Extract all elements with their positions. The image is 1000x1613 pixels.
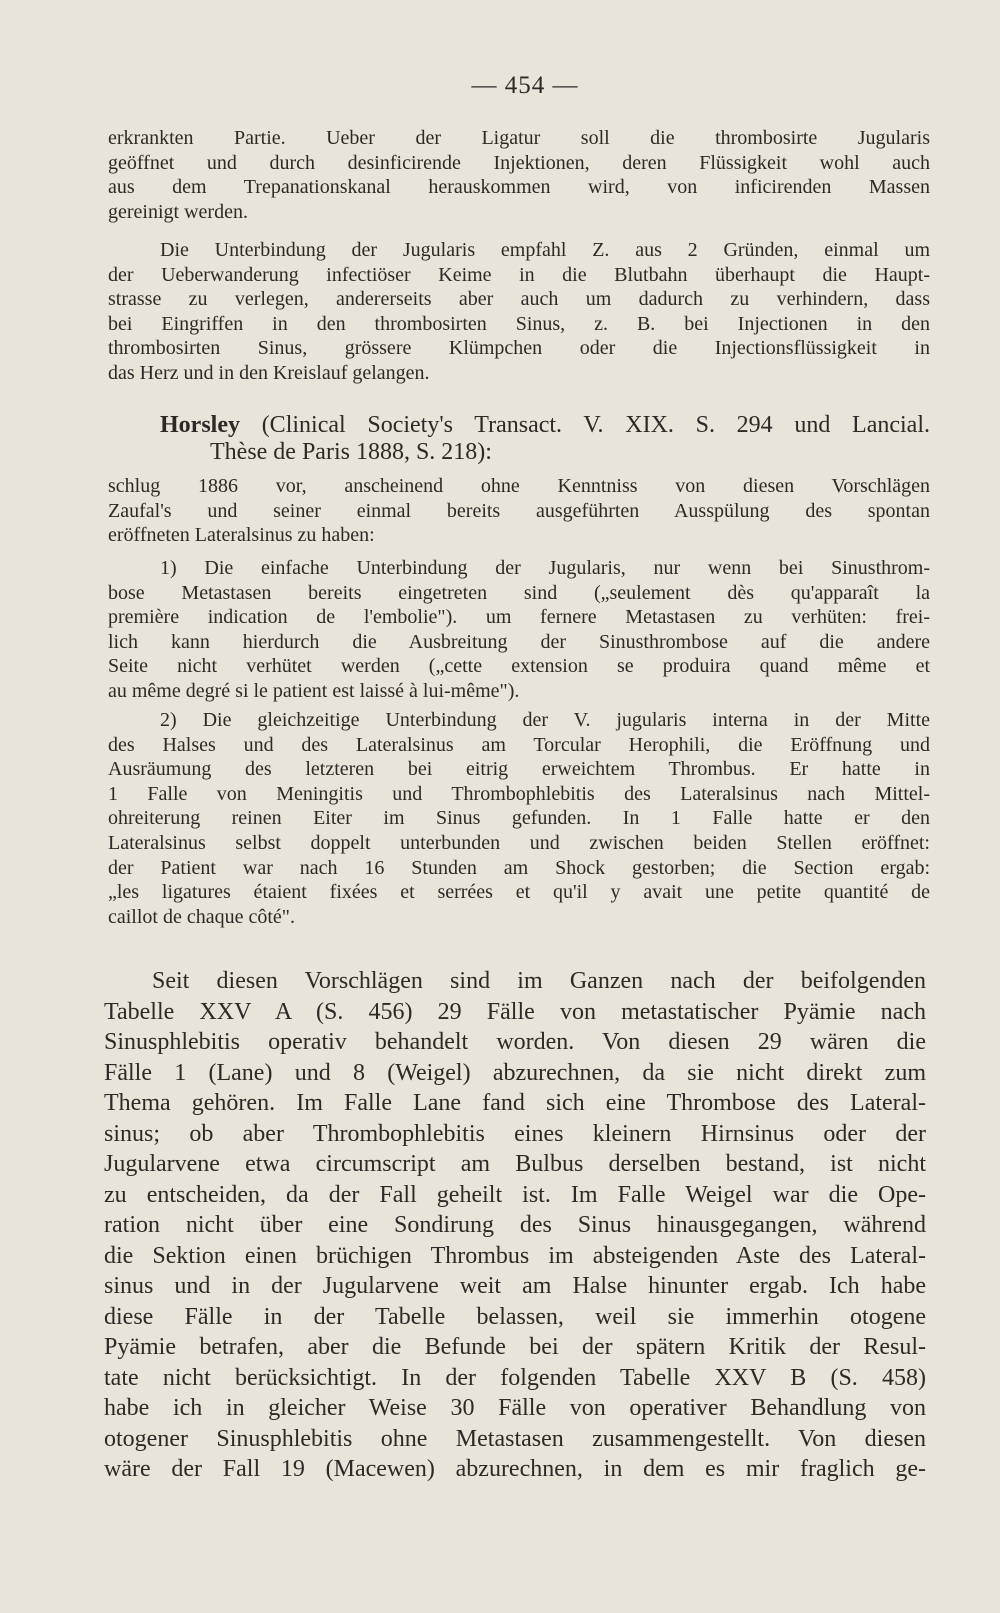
text-line: caillot de chaque côté". xyxy=(108,905,295,928)
text-line: die Sektion einen brüchigen Thrombus im absteigenden Aste des Lateral- xyxy=(104,1242,926,1269)
text-line: der Ueberwanderung infectiöser Keime in die Blutbahn überhaupt die Haupt- xyxy=(108,263,930,286)
text-line: Seite nicht verhütet werden („cette extension se produira quand même et xyxy=(108,655,930,678)
text-line: lich kann hierdurch die Ausbreitung der Sinusthrombose auf die andere xyxy=(108,630,930,653)
text-line: erkrankten Partie. Ueber der Ligatur soll die thrombosirte Jugularis xyxy=(108,127,930,149)
text-line: au même degré si le patient est laissé à lui-même"). xyxy=(108,679,520,702)
text-line: ration nicht über eine Sondirung des Sinus hinausgegangen, während xyxy=(104,1212,926,1238)
text-line: geöffnet und durch desinficirende Injektionen, deren Flüssigkeit wohl auch xyxy=(108,151,930,174)
text-line: tate nicht berücksichtigt. In der folgenden Tabelle XXV B (S. 458) xyxy=(104,1364,926,1391)
paragraph-seit-diesen xyxy=(104,966,926,1485)
text-line: des Halses und des Lateralsinus am Torcular Herophili, die Eröffnung und xyxy=(108,733,930,756)
text-line: der Patient war nach 16 Stunden am Shock gestorben; die Section ergab: xyxy=(108,856,930,879)
horsley-heading xyxy=(160,412,930,466)
text-line: Lateralsinus selbst doppelt unterbunden und zwischen beiden Stellen eröffnet: xyxy=(108,831,930,854)
text-line: aus dem Trepanationskanal herauskommen wird, von inficirenden Massen xyxy=(108,176,930,199)
text-line: Fälle 1 (Lane) und 8 (Weigel) abzurechnen, da sie nicht direkt zum xyxy=(104,1059,926,1086)
text-line: Zaufal's und seiner einmal bereits ausgeführten Ausspülung des spontan xyxy=(108,499,930,522)
text-line: Tabelle XXV A (S. 456) 29 Fälle von metastatischer Pyämie nach xyxy=(104,998,926,1025)
text-line: Seit diesen Vorschlägen sind im Ganzen nach der beifolgenden xyxy=(152,968,926,994)
text-line: diese Fälle in der Tabelle belassen, weil sie immerhin otogene xyxy=(104,1303,926,1330)
page-number: — 454 — xyxy=(471,72,579,99)
horsley-heading-line1 xyxy=(160,412,930,439)
text-line: thrombosirten Sinus, grössere Klümpchen oder die Injectionsflüssigkeit in xyxy=(108,337,930,360)
text-line: habe ich in gleicher Weise 30 Fälle von operativer Behandlung von xyxy=(104,1395,926,1421)
text-line: 1) Die einfache Unterbindung der Jugularis, nur wenn bei Sinusthrom- xyxy=(160,557,930,579)
paragraph-erkrankten xyxy=(108,126,930,224)
text-line: 1 Falle von Meningitis und Thrombophlebitis des Lateralsinus nach Mittel- xyxy=(108,782,930,805)
text-line: première indication de l'embolie"). um fernere Metastasen zu verhüten: frei- xyxy=(108,606,930,629)
paragraph-point-1 xyxy=(108,556,930,704)
text-line: sinus; ob aber Thrombophlebitis eines kleinern Hirnsinus oder der xyxy=(104,1120,926,1147)
text-line: bei Eingriffen in den thrombosirten Sinus, z. B. bei Injectionen in den xyxy=(108,312,930,335)
text-line: schlug 1886 vor, anscheinend ohne Kenntniss von diesen Vorschlägen xyxy=(108,475,930,497)
text-line: zu entscheiden, da der Fall geheilt ist. Im Falle Weigel war die Ope- xyxy=(104,1181,926,1208)
author-name: Horsley xyxy=(160,412,240,438)
text-line: Ausräumung des letzteren bei eitrig erweichtem Thrombus. Er hatte in xyxy=(108,758,930,781)
text-line: „les ligatures étaient fixées et serrées et qu'il y avait une petite quantité de xyxy=(108,881,930,904)
text-line: das Herz und in den Kreislauf gelangen. xyxy=(108,361,430,384)
text-line: wäre der Fall 19 (Macewen) abzurechnen, in dem es mir fraglich ge- xyxy=(104,1456,926,1482)
paragraph-schlug xyxy=(108,474,930,548)
text-line: 2) Die gleichzeitige Unterbindung der V. jugularis interna in der Mitte xyxy=(160,709,930,731)
text-line: Pyämie betrafen, aber die Befunde bei der spätern Kritik der Resul- xyxy=(104,1334,926,1360)
citation-text: (Clinical Society's Transact. V. XIX. S. 294 und Lancial. xyxy=(261,412,931,438)
text-line: sinus und in der Jugularvene weit am Halse hinunter ergab. Ich habe xyxy=(104,1273,926,1299)
text-line: otogener Sinusphlebitis ohne Metastasen zusammengestellt. Von diesen xyxy=(104,1425,926,1452)
text-line: eröffneten Lateralsinus zu haben: xyxy=(108,524,375,547)
text-line: Die Unterbindung der Jugularis empfahl Z. aus 2 Gründen, einmal um xyxy=(160,239,930,261)
text-line: Thema gehören. Im Falle Lane fand sich eine Thrombose des Lateral- xyxy=(104,1090,926,1116)
text-line: Sinusphlebitis operativ behandelt worden. Von diesen 29 wären die xyxy=(104,1029,926,1055)
paragraph-unterbindung xyxy=(108,238,930,386)
text-line: strasse zu verlegen, andererseits aber auch um dadurch zu verhindern, dass xyxy=(108,288,930,311)
text-line: bose Metastasen bereits eingetreten sind („seulement dès qu'apparaît la xyxy=(108,581,930,604)
text-line: ohreiterung reinen Eiter im Sinus gefunden. In 1 Falle hatte er den xyxy=(108,807,930,830)
paragraph-point-2 xyxy=(108,708,930,929)
text-line: Jugularvene etwa circumscript am Bulbus derselben bestand, ist nicht xyxy=(104,1151,926,1177)
text-line: gereinigt werden. xyxy=(108,200,248,223)
horsley-heading-line2: Thèse de Paris 1888, S. 218): xyxy=(210,439,492,465)
